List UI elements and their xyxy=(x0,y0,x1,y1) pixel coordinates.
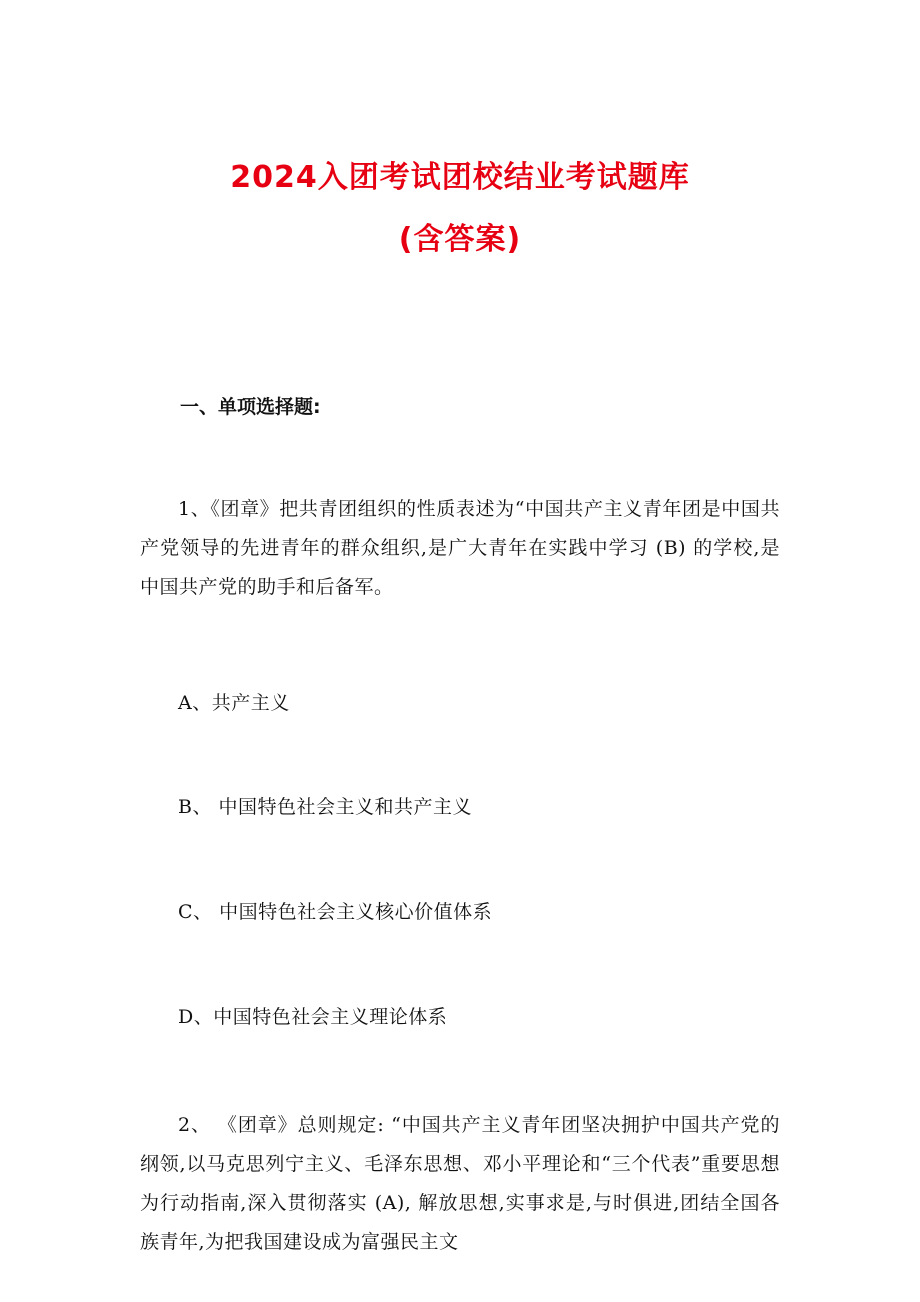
document-subtitle: (含答案) xyxy=(398,222,522,257)
question-2-text: 2、 《团章》总则规定: “中国共产主义青年团坚决拥护中国共产党的纲领,以马克思列宁主义、毛泽东思想、邓小平理论和“三个代表”重要思想为行动指南,深入贯彻落实 (A), 解放思想,实事求是,与时俱进,团结全国各族青年,为把我国建设成为富强民主文 xyxy=(140,1114,780,1253)
document-title: 2024入团考试团校结业考试题库 xyxy=(230,160,690,195)
question-1-option-c: C、 中国特色社会主义核心价值体系 xyxy=(178,901,493,923)
question-1-option-d: D、中国特色社会主义理论体系 xyxy=(178,1006,448,1028)
section-heading: 一、单项选择题: xyxy=(180,396,321,418)
question-1-option-a: A、共产主义 xyxy=(178,692,290,714)
question-1-option-b: B、 中国特色社会主义和共产主义 xyxy=(178,796,473,818)
question-1-text: 1、《团章》把共青团组织的性质表述为“中国共产主义青年团是中国共产党领导的先进青年的群众组织,是广大青年在实践中学习 (B) 的学校,是中国共产党的助手和后备军。 xyxy=(140,498,780,598)
